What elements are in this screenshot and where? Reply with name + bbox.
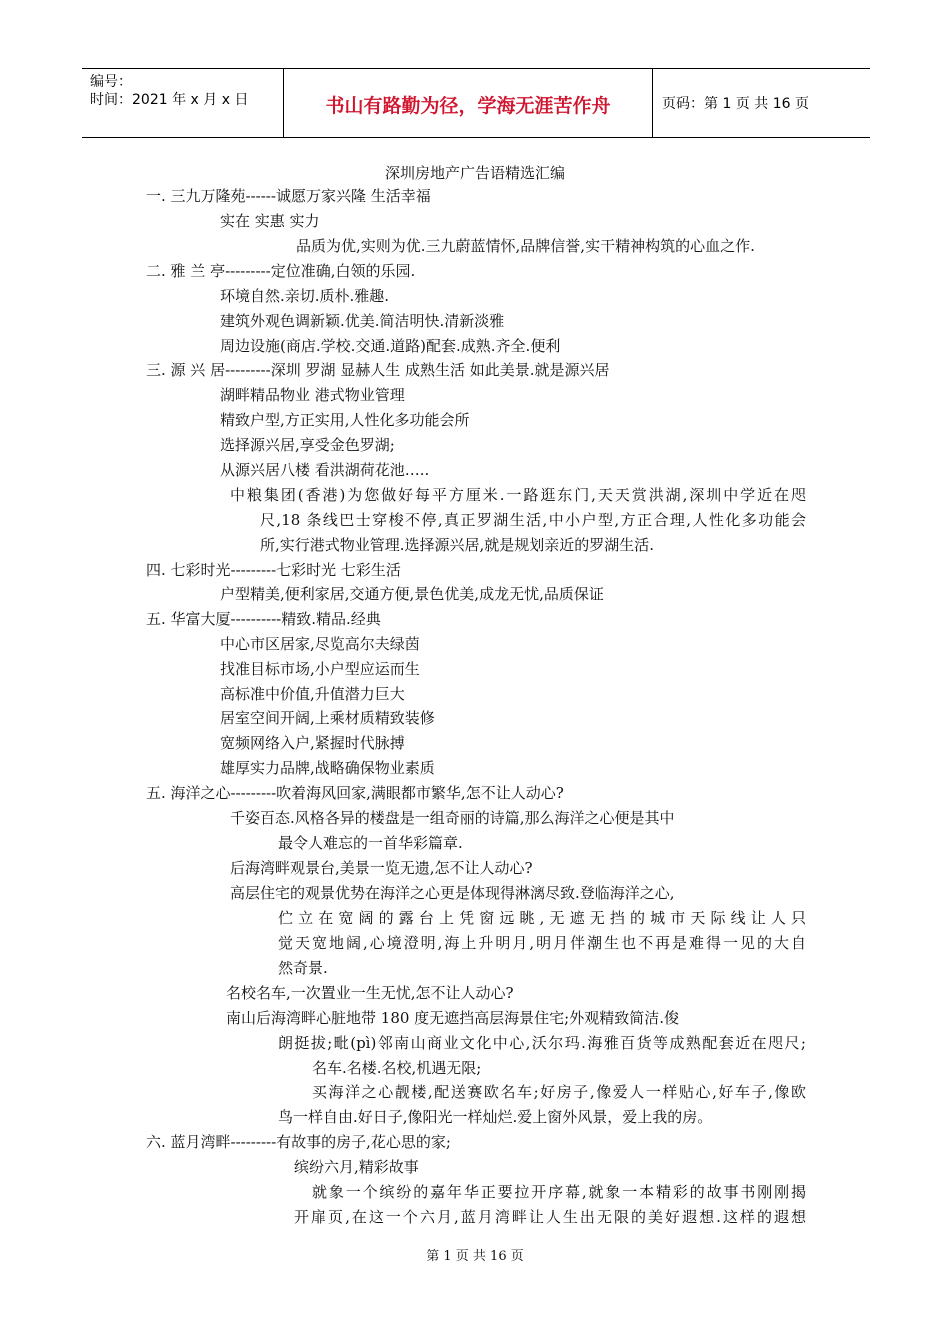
text-line: 最令人难忘的一首华彩篇章.	[278, 834, 463, 852]
text-line: 三. 源 兴 居---------深圳 罗湖 显赫人生 成熟生活 如此美景.就是源兴居	[146, 361, 610, 379]
text-line: 宽频网络入户,紧握时代脉搏	[220, 734, 405, 752]
text-line: 六. 蓝月湾畔---------有故事的房子,花心思的家;	[146, 1133, 451, 1151]
text-line: 雄厚实力品牌,战略确保物业素质	[220, 759, 435, 777]
text-line: 觉天宽地阔,心境澄明,海上升明月,明月伴潮生也不再是难得一见的大自	[278, 934, 806, 952]
text-line: 精致户型,方正实用,人性化多功能会所	[220, 411, 470, 429]
text-line: 千姿百态.风格各异的楼盘是一组奇丽的诗篇,那么海洋之心便是其中	[230, 809, 675, 827]
text-line: 环境自然.亲切.质朴.雅趣.	[220, 287, 390, 305]
text-line: 五. 海洋之心---------吹着海风回家,满眼都市繁华,怎不让人动心?	[146, 784, 564, 802]
text-line: 实在 实惠 实力	[220, 212, 320, 230]
text-line: 四. 七彩时光---------七彩时光 七彩生活	[146, 561, 401, 579]
header-motto: 书山有路勤为径，学海无涯苦作舟	[325, 95, 611, 117]
text-line: 品质为优,实则为优.三九蔚蓝情怀,品牌信誉,实干精神构筑的心血之作.	[296, 237, 755, 255]
text-line: 建筑外观色调新颖.优美.简洁明快.清新淡雅	[220, 312, 505, 330]
text-line: 然奇景.	[278, 959, 328, 977]
text-line: 一. 三九万隆苑------诚愿万家兴隆 生活幸福	[146, 187, 431, 205]
page-footer: 第 1 页 共 16 页	[426, 1249, 524, 1264]
text-line: 尺,18 条线巴士穿梭不停,真正罗湖生活,中小户型,方正合理,人性化多功能会	[260, 511, 806, 529]
text-line: 从源兴居八楼 看洪湖荷花池…..	[220, 461, 430, 479]
text-line: 找准目标市场,小户型应运而生	[220, 660, 420, 678]
text-line: 户型精美,便利家居,交通方便,景色优美,成龙无忧,品质保证	[220, 585, 604, 603]
text-line: 高标准中价值,升值潜力巨大	[220, 685, 405, 703]
text-line: 朗挺拔;毗(pì)邻南山商业文化中心,沃尔玛.海雅百货等成熟配套近在咫尺;	[278, 1034, 806, 1052]
text-line: 开扉页,在这一个六月,蓝月湾畔让人生出无限的美好遐想.这样的遐想	[294, 1208, 806, 1226]
text-line: 后海湾畔观景台,美景一览无遗,怎不让人动心?	[230, 859, 533, 877]
text-line: 中粮集团(香港)为您做好每平方厘米.一路逛东门,天天赏洪湖,深圳中学近在咫	[230, 486, 806, 504]
text-line: 所,实行港式物业管理.选择源兴居,就是规划亲近的罗湖生活.	[260, 536, 655, 554]
text-line: 南山后海湾畔心脏地带 180 度无遮挡高层海景住宅;外观精致简洁.俊	[226, 1009, 679, 1027]
text-line: 中心市区居家,尽览高尔夫绿茵	[220, 635, 420, 653]
header-time-label: 时间：2021 年 x 月 x 日	[90, 92, 249, 108]
text-line: 五. 华富大厦----------精致.精品.经典	[146, 610, 381, 628]
header-divider	[652, 69, 653, 137]
header-meta	[90, 73, 248, 109]
text-line: 鸟一样自由.好日子,像阳光一样灿烂.爱上窗外风景，爱上我的房。	[278, 1108, 713, 1126]
document-title: 深圳房地产广告语精选汇编	[384, 164, 565, 182]
page-header	[82, 68, 870, 138]
header-id-label: 编号：	[90, 74, 132, 90]
text-line: 居室空间开阔,上乘材质精致装修	[220, 709, 435, 727]
text-line: 二. 雅 兰 亭---------定位准确,白领的乐园.	[146, 262, 416, 280]
text-line: 选择源兴居,享受金色罗湖;	[220, 436, 395, 454]
text-line: 伫立在宽阔的露台上凭窗远眺,无遮无挡的城市天际线让人只	[278, 909, 806, 927]
header-page-info: 页码：第 1 页 共 16 页	[662, 96, 809, 112]
text-line: 高层住宅的观景优势在海洋之心更是体现得淋漓尽致.登临海洋之心,	[230, 884, 675, 902]
text-line: 名车.名楼.名校,机遇无限;	[312, 1059, 482, 1077]
text-line: 名校名车,一次置业一生无忧,怎不让人动心?	[226, 984, 514, 1002]
text-line: 买海洋之心靓楼,配送赛欧名车;好房子,像爱人一样贴心,好车子,像欧	[312, 1083, 806, 1101]
text-line: 周边设施(商店.学校.交通.道路)配套.成熟.齐全.便利	[220, 337, 561, 355]
text-line: 湖畔精品物业 港式物业管理	[220, 386, 405, 404]
text-line: 缤纷六月,精彩故事	[294, 1158, 419, 1176]
text-line: 就象一个缤纷的嘉年华正要拉开序幕,就象一本精彩的故事书刚刚揭	[312, 1183, 806, 1201]
